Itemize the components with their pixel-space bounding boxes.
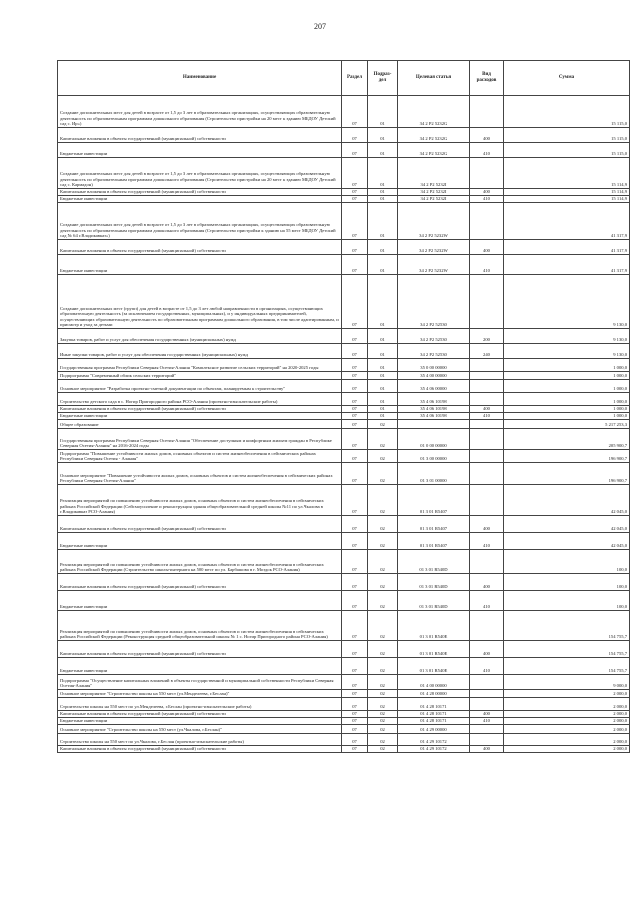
row-name: Капитальные вложения в объекты государственной (муниципальной) собственности — [58, 711, 342, 718]
row-name: Реализация мероприятий по повышению устойчивости жилых домов, основных объектов и систем жизнеобеспечения в сейсмических районах Российской Федерации (Строительство школы-интерната на 500 мест по ул. Барбашова в г. Моздок РСО-Алания) — [58, 550, 342, 574]
row-amount: 5 217 253,3 — [504, 420, 630, 429]
row-amount: 154 755,7 — [504, 611, 630, 641]
table-row — [58, 275, 630, 329]
table-row — [58, 359, 630, 372]
row-section: 07 — [342, 641, 368, 658]
row-section: 07 — [342, 196, 368, 203]
row-expense-type — [470, 393, 504, 406]
row-name: Капитальные вложения в объекты государственной (муниципальной) собственности — [58, 574, 342, 591]
row-amount: 15 115,0 — [504, 143, 630, 158]
row-expense-type — [470, 429, 504, 450]
row-target-item: 35 4 06 00000 — [398, 380, 470, 393]
table-row — [58, 420, 630, 429]
row-expense-type — [470, 275, 504, 329]
row-expense-type — [470, 690, 504, 698]
row-subsection: 02 — [368, 641, 398, 658]
row-section: 07 — [342, 675, 368, 690]
row-amount: 196 900,7 — [504, 450, 630, 463]
row-subsection: 02 — [368, 718, 398, 725]
row-amount: 100,0 — [504, 550, 630, 574]
row-target-item: 35 4 06 10198 — [398, 413, 470, 420]
row-target-item: 34 2 P2 5232G — [398, 128, 470, 143]
row-section: 07 — [342, 406, 368, 413]
row-section: 07 — [342, 429, 368, 450]
row-expense-type: 240 — [470, 344, 504, 359]
row-amount: 2 000,0 — [504, 718, 630, 725]
row-expense-type: 400 — [470, 574, 504, 591]
row-amount: 2 000,0 — [504, 690, 630, 698]
row-target-item: 01 4 00 00000 — [398, 675, 470, 690]
table-row — [58, 725, 630, 734]
row-expense-type — [470, 96, 504, 128]
row-amount: 1 000,0 — [504, 359, 630, 372]
table-row — [58, 158, 630, 189]
row-section: 07 — [342, 463, 368, 485]
row-target-item: 35 4 06 10198 — [398, 393, 470, 406]
row-expense-type — [470, 359, 504, 372]
table-row — [58, 429, 630, 450]
row-amount: 9 130,0 — [504, 329, 630, 344]
row-expense-type: 410 — [470, 196, 504, 203]
table-row — [58, 143, 630, 158]
row-target-item: 01 3 01 R5407 — [398, 533, 470, 550]
row-target-item: 35 0 00 00000 — [398, 359, 470, 372]
row-section: 07 — [342, 372, 368, 380]
row-subsection: 01 — [368, 359, 398, 372]
row-subsection: 02 — [368, 429, 398, 450]
row-section: 07 — [342, 725, 368, 734]
row-subsection: 01 — [368, 344, 398, 359]
row-target-item: 34 2 P2 5232W — [398, 255, 470, 275]
row-name: Подпрограмма "Осуществление капитальных вложений в объекты государственной и муниципальной собственности Республики Северная Осетия-Алания" — [58, 675, 342, 690]
row-subsection: 01 — [368, 393, 398, 406]
table-row — [58, 533, 630, 550]
row-subsection: 02 — [368, 485, 398, 516]
row-amount: 1 000,0 — [504, 393, 630, 406]
header-amount: Сумма — [504, 61, 630, 96]
row-name: Подпрограмма "Современный облик сельских территорий" — [58, 372, 342, 380]
row-name: Государственная программа Республики Северная Осетия-Алания "Комплексное развитие сельских территорий" на 2020-2025 годы — [58, 359, 342, 372]
row-name: Капитальные вложения в объекты государственной (муниципальной) собственности — [58, 746, 342, 753]
row-target-item: 34 2 P2 5232G — [398, 143, 470, 158]
row-target-item: 34 2 P2 5232W — [398, 240, 470, 255]
row-subsection: 01 — [368, 158, 398, 189]
table-row — [58, 698, 630, 711]
table-row — [58, 240, 630, 255]
table-row — [58, 734, 630, 746]
row-expense-type: 410 — [470, 143, 504, 158]
table-row — [58, 96, 630, 128]
table-row — [58, 406, 630, 413]
row-target-item: 01 3 01 R540D — [398, 591, 470, 611]
row-target-item: 35 4 00 00000 — [398, 372, 470, 380]
table-row — [58, 641, 630, 658]
row-name: Бюджетные инвестиции — [58, 196, 342, 203]
row-subsection: 01 — [368, 96, 398, 128]
table-row — [58, 746, 630, 753]
header-subsection: Подраз-дел — [368, 61, 398, 96]
row-expense-type — [470, 450, 504, 463]
row-target-item: 01 3 01 R540D — [398, 550, 470, 574]
row-section: 07 — [342, 413, 368, 420]
row-expense-type — [470, 463, 504, 485]
row-target-item: 01 3 01 R5407 — [398, 516, 470, 533]
row-target-item: 01 3 00 00000 — [398, 450, 470, 463]
row-amount: 196 900,7 — [504, 463, 630, 485]
row-section: 07 — [342, 690, 368, 698]
row-name: Капитальные вложения в объекты государственной (муниципальной) собственности — [58, 128, 342, 143]
row-name: Капитальные вложения в объекты государственной (муниципальной) собственности — [58, 189, 342, 196]
row-target-item: 01 3 01 00000 — [398, 463, 470, 485]
row-expense-type: 400 — [470, 189, 504, 196]
budget-table — [57, 60, 630, 753]
table-row — [58, 196, 630, 203]
table-row — [58, 450, 630, 463]
header-expense-type: Вид расходов — [470, 61, 504, 96]
row-name: Основное мероприятие "Строительство школы на 550 мест (ул.Чкалова, г.Беслан)" — [58, 725, 342, 734]
row-amount: 41 317,9 — [504, 240, 630, 255]
row-amount: 100,0 — [504, 574, 630, 591]
row-section: 07 — [342, 255, 368, 275]
row-expense-type: 400 — [470, 746, 504, 753]
row-subsection: 02 — [368, 746, 398, 753]
row-section: 07 — [342, 203, 368, 240]
table-row — [58, 344, 630, 359]
row-expense-type — [470, 372, 504, 380]
row-section: 07 — [342, 393, 368, 406]
row-section: 07 — [342, 359, 368, 372]
table-row — [58, 329, 630, 344]
row-name: Создание дополнительных мест (групп) для детей в возрасте от 1,5 до 3 лет любой направленности в организациях, осуществляющих образовательную деятельность (за исключением государственных, муниципальных), и у индивидуальных предпринимателей, осуществляющих образовательную деятельность по образовательным программам дошкольного образования, в том числе адаптированным, и присмотр и уход за детьми — [58, 275, 342, 329]
row-target-item: 34 2 P2 5232W — [398, 203, 470, 240]
row-amount: 15 114,9 — [504, 189, 630, 196]
row-expense-type — [470, 203, 504, 240]
table-row — [58, 463, 630, 485]
row-amount: 41 317,9 — [504, 255, 630, 275]
row-expense-type: 400 — [470, 406, 504, 413]
row-target-item: 34 2 P2 5232G — [398, 96, 470, 128]
row-target-item: 01 3 01 R540E — [398, 611, 470, 641]
row-expense-type — [470, 734, 504, 746]
row-name: Бюджетные инвестиции — [58, 143, 342, 158]
row-name: Создание дополнительных мест для детей в возрасте от 1,5 до 3 лет в образовательных организациях, осуществляющих образовательную деятельность по образовательным программам дошкольного образования (Строительство пристройки на 20 мест к зданию МБДОУ Детский сад с. Ир») — [58, 96, 342, 128]
row-section: 07 — [342, 450, 368, 463]
header-section: Раздел — [342, 61, 368, 96]
row-expense-type: 200 — [470, 329, 504, 344]
table-row — [58, 485, 630, 516]
row-target-item: 34 2 P2 5232I — [398, 158, 470, 189]
row-name: Капитальные вложения в объекты государственной (муниципальной) собственности — [58, 516, 342, 533]
row-target-item: 01 4 29 10172 — [398, 746, 470, 753]
row-section: 07 — [342, 158, 368, 189]
row-subsection: 01 — [368, 189, 398, 196]
row-subsection: 02 — [368, 420, 398, 429]
row-subsection: 02 — [368, 698, 398, 711]
row-subsection: 01 — [368, 413, 398, 420]
row-target-item: 01 3 01 R540E — [398, 658, 470, 675]
row-section: 07 — [342, 550, 368, 574]
table-header-row — [58, 61, 630, 96]
row-target-item: 01 3 01 R540D — [398, 574, 470, 591]
row-subsection: 01 — [368, 240, 398, 255]
row-target-item: 34 2 P2 5232I — [398, 196, 470, 203]
row-subsection: 02 — [368, 690, 398, 698]
row-section: 07 — [342, 574, 368, 591]
row-name: Закупка товаров, работ и услуг для обеспечения государственных (муниципальных) нужд — [58, 329, 342, 344]
row-subsection: 01 — [368, 128, 398, 143]
row-section: 07 — [342, 698, 368, 711]
row-subsection: 01 — [368, 196, 398, 203]
row-name: Подпрограмма "Повышение устойчивости жилых домов, основных объектов и систем жизнеобеспечения в сейсмических районах Республики Северная Осетия - Алания" — [58, 450, 342, 463]
row-target-item: 01 4 29 10172 — [398, 734, 470, 746]
row-name: Основное мероприятие "Повышение устойчивости жилых домов, основных объектов и систем жизнеобеспечения в сейсмических районах Республики Северная Осетия-Алания" — [58, 463, 342, 485]
row-subsection: 01 — [368, 275, 398, 329]
row-subsection: 01 — [368, 380, 398, 393]
table-row — [58, 711, 630, 718]
row-expense-type: 410 — [470, 591, 504, 611]
row-name: Бюджетные инвестиции — [58, 718, 342, 725]
row-target-item: 01 4 28 10171 — [398, 718, 470, 725]
row-subsection: 02 — [368, 574, 398, 591]
table-row — [58, 658, 630, 675]
row-subsection: 01 — [368, 255, 398, 275]
row-name: Реализация мероприятий по повышению устойчивости жилых домов, основных объектов и систем жизнеобеспечения в сейсмических районах Российской Федерации (Сейсмоусиление и реконструкция здания общеобразовательной средней школы №11 по ул.Чкалова в г.Владикавказ РСО-Алания) — [58, 485, 342, 516]
row-amount: 2 000,0 — [504, 711, 630, 718]
row-target-item: 34 2 P2 5232I — [398, 189, 470, 196]
row-expense-type: 410 — [470, 718, 504, 725]
row-name: Основное мероприятие "Разработка проектно-сметной документации по объектам, планируемым к строительству" — [58, 380, 342, 393]
row-expense-type — [470, 675, 504, 690]
row-expense-type — [470, 611, 504, 641]
table-row — [58, 574, 630, 591]
row-name: Бюджетные инвестиции — [58, 658, 342, 675]
header-name: Наименование — [58, 61, 342, 96]
table-row — [58, 203, 630, 240]
table-row — [58, 675, 630, 690]
row-name: Реализация мероприятий по повышению устойчивости жилых домов, основных объектов и систем жизнеобеспечения в сейсмических районах Российской Федерации (Реконструкция средней общеобразовательной школы № 1 с. Ногир Пригородного района РСО-Алания) — [58, 611, 342, 641]
row-subsection: 02 — [368, 725, 398, 734]
table-row — [58, 718, 630, 725]
row-target-item: 01 0 00 00000 — [398, 429, 470, 450]
row-amount: 2 000,0 — [504, 725, 630, 734]
table-row — [58, 380, 630, 393]
row-amount: 41 317,9 — [504, 203, 630, 240]
row-expense-type: 410 — [470, 533, 504, 550]
row-target-item: 01 3 01 R5407 — [398, 485, 470, 516]
row-expense-type: 400 — [470, 516, 504, 533]
row-section: 07 — [342, 591, 368, 611]
table-row — [58, 413, 630, 420]
row-section: 07 — [342, 143, 368, 158]
row-amount: 15 115,0 — [504, 128, 630, 143]
row-expense-type — [470, 698, 504, 711]
row-section: 07 — [342, 420, 368, 429]
row-subsection: 02 — [368, 711, 398, 718]
row-amount: 154 755,7 — [504, 641, 630, 658]
row-name: Бюджетные инвестиции — [58, 255, 342, 275]
row-subsection: 02 — [368, 550, 398, 574]
row-amount: 1 000,0 — [504, 406, 630, 413]
row-name: Капитальные вложения в объекты государственной (муниципальной) собственности — [58, 406, 342, 413]
row-section: 07 — [342, 718, 368, 725]
row-name: Государственная программа Республики Северная Осетия-Алания "Обеспечение доступным и комфортным жильем граждан в Республике Северная Осетия-Алания" на 2016-2024 годы — [58, 429, 342, 450]
row-section: 07 — [342, 658, 368, 675]
row-expense-type: 410 — [470, 658, 504, 675]
row-amount: 42 045,0 — [504, 485, 630, 516]
row-amount: 100,0 — [504, 591, 630, 611]
row-subsection: 01 — [368, 372, 398, 380]
row-section: 07 — [342, 611, 368, 641]
table-row — [58, 372, 630, 380]
row-expense-type — [470, 420, 504, 429]
row-amount: 9 000,0 — [504, 675, 630, 690]
row-target-item — [398, 420, 470, 429]
row-section: 07 — [342, 485, 368, 516]
row-expense-type: 400 — [470, 240, 504, 255]
row-subsection: 02 — [368, 591, 398, 611]
row-section: 07 — [342, 240, 368, 255]
row-expense-type: 400 — [470, 711, 504, 718]
table-row — [58, 516, 630, 533]
row-amount: 15 114,9 — [504, 196, 630, 203]
row-expense-type: 400 — [470, 641, 504, 658]
row-expense-type — [470, 380, 504, 393]
row-target-item: 35 4 06 10198 — [398, 406, 470, 413]
row-name: Иные закупки товаров, работ и услуг для обеспечения государственных (муниципальных) нужд — [58, 344, 342, 359]
row-expense-type — [470, 550, 504, 574]
row-amount: 205 900,7 — [504, 429, 630, 450]
row-name: Общее образование — [58, 420, 342, 429]
row-amount: 1 000,0 — [504, 380, 630, 393]
row-amount: 15 114,9 — [504, 158, 630, 189]
table-row — [58, 128, 630, 143]
row-amount: 1 000,0 — [504, 413, 630, 420]
row-amount: 9 130,0 — [504, 344, 630, 359]
row-name: Основное мероприятие "Строительство школы на 550 мест (ул.Менделеева, г.Беслан)" — [58, 690, 342, 698]
row-subsection: 02 — [368, 516, 398, 533]
table-row — [58, 255, 630, 275]
row-amount: 1 000,0 — [504, 372, 630, 380]
row-subsection: 02 — [368, 463, 398, 485]
table-row — [58, 690, 630, 698]
row-subsection: 02 — [368, 675, 398, 690]
row-section: 07 — [342, 734, 368, 746]
row-target-item: 34 2 P2 52530 — [398, 344, 470, 359]
row-target-item: 34 2 P2 52530 — [398, 329, 470, 344]
row-subsection: 01 — [368, 203, 398, 240]
row-target-item: 34 2 P2 52530 — [398, 275, 470, 329]
row-amount: 42 045,0 — [504, 533, 630, 550]
row-expense-type: 410 — [470, 255, 504, 275]
row-section: 07 — [342, 128, 368, 143]
row-name: Капитальные вложения в объекты государственной (муниципальной) собственности — [58, 240, 342, 255]
row-amount: 15 115,0 — [504, 96, 630, 128]
row-name: Строительство школы на 550 мест по ул.Менделеева, г.Беслан (проектно-изыскательские работы) — [58, 698, 342, 711]
row-name: Создание дополнительных мест для детей в возрасте от 1,5 до 3 лет в образовательных организациях, осуществляющих образовательную деятельность по образовательным программам дошкольного образования (Строительство пристройки к зданию на 55 мест МБДОУ Детский сад № 64 г.Владикавказ») — [58, 203, 342, 240]
row-amount: 42 045,0 — [504, 516, 630, 533]
row-subsection: 02 — [368, 611, 398, 641]
row-subsection: 02 — [368, 658, 398, 675]
row-subsection: 02 — [368, 450, 398, 463]
table-row — [58, 591, 630, 611]
row-section: 07 — [342, 533, 368, 550]
row-name: Капитальные вложения в объекты государственной (муниципальной) собственности — [58, 641, 342, 658]
row-amount: 9 130,0 — [504, 275, 630, 329]
table-row — [58, 550, 630, 574]
row-target-item: 01 4 29 00000 — [398, 725, 470, 734]
row-section: 07 — [342, 96, 368, 128]
row-amount: 154 755,7 — [504, 658, 630, 675]
row-section: 07 — [342, 746, 368, 753]
row-amount: 2 000,0 — [504, 734, 630, 746]
row-name: Бюджетные инвестиции — [58, 413, 342, 420]
row-subsection: 02 — [368, 734, 398, 746]
table-row — [58, 189, 630, 196]
row-subsection: 02 — [368, 533, 398, 550]
row-section: 07 — [342, 711, 368, 718]
row-target-item: 01 4 28 00000 — [398, 690, 470, 698]
row-expense-type — [470, 158, 504, 189]
row-expense-type — [470, 485, 504, 516]
table-body — [58, 96, 630, 753]
header-target-item: Целевая статья — [398, 61, 470, 96]
page-number: 207 — [314, 22, 326, 31]
row-name: Строительство школы на 550 мест по ул.Чкалова, г.Беслан (проектно-изыскательские работы) — [58, 734, 342, 746]
row-section: 07 — [342, 516, 368, 533]
row-name: Бюджетные инвестиции — [58, 533, 342, 550]
row-subsection: 01 — [368, 329, 398, 344]
row-name: Строительство детского сада в с. Ногир Пригородного района РСО-Алания (проектно-изыскательские работы) — [58, 393, 342, 406]
row-subsection: 01 — [368, 143, 398, 158]
row-expense-type: 400 — [470, 128, 504, 143]
row-target-item: 01 3 01 R540E — [398, 641, 470, 658]
row-target-item: 01 4 28 10171 — [398, 698, 470, 711]
row-name: Бюджетные инвестиции — [58, 591, 342, 611]
row-section: 07 — [342, 275, 368, 329]
table-row — [58, 393, 630, 406]
row-name: Создание дополнительных мест для детей в возрасте от 1,5 до 3 лет в образовательных организациях, осуществляющих образовательную деятельность по образовательным программам дошкольного образования (Строительство пристройки на 20 мест к зданию МБДОУ Детский сад с. Кармадон) — [58, 158, 342, 189]
row-section: 07 — [342, 189, 368, 196]
row-subsection: 01 — [368, 406, 398, 413]
table-row — [58, 611, 630, 641]
row-amount: 2 000,0 — [504, 746, 630, 753]
row-section: 07 — [342, 380, 368, 393]
row-expense-type: 410 — [470, 413, 504, 420]
row-expense-type — [470, 725, 504, 734]
row-target-item: 01 4 28 10171 — [398, 711, 470, 718]
row-amount: 2 000,0 — [504, 698, 630, 711]
row-section: 07 — [342, 344, 368, 359]
row-section: 07 — [342, 329, 368, 344]
